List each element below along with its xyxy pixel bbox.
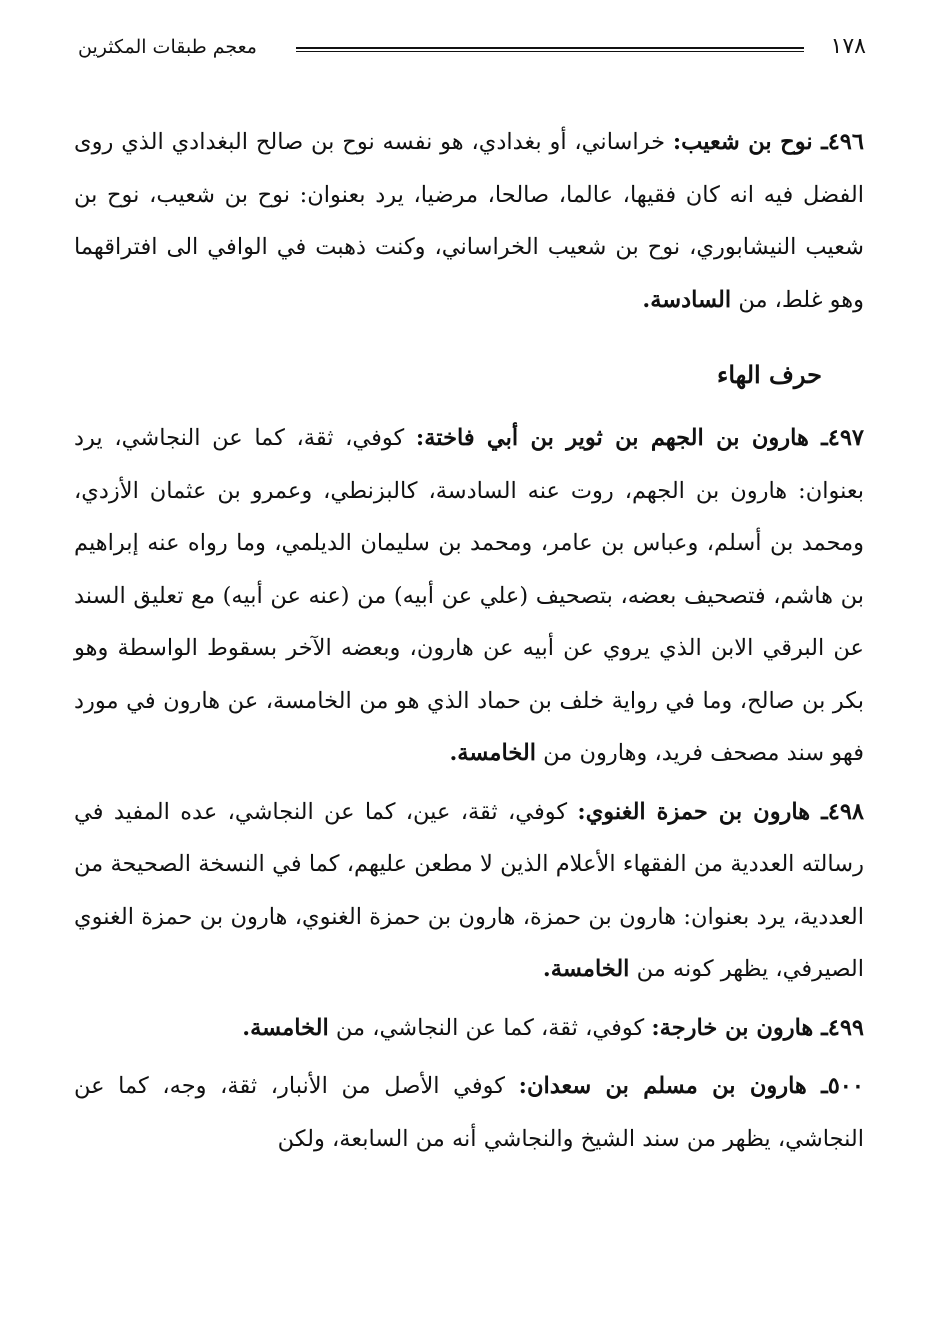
section-heading: حرف الهاء	[717, 360, 822, 389]
entry-500	[74, 1060, 864, 1165]
entry-head: ٤٩٧ـ هارون بن الجهم بن ثوير بن أبي فاختة:	[415, 425, 864, 451]
entry-text: كوفي الأصل من الأنبار، ثقة، وجه، كما عن النجاشي، يظهر من سند الشيخ والنجاشي أنه من السابعة، ولكن	[74, 1073, 864, 1152]
entry-grade: السادسة.	[642, 286, 732, 313]
book-title: معجم طبقات المكثرين	[78, 36, 257, 58]
entry-head: ٤٩٦ـ نوح بن شعيب:	[672, 129, 864, 155]
entry-head: ٥٠٠ـ هارون بن مسلم بن سعدان:	[518, 1073, 864, 1099]
entry-text: كوفي، ثقة، كما عن النجاشي، يرد بعنوان: هارون بن الجهم، روت عنه السادسة، كالبزنطي، وعمرو بن عثمان الأزدي، ومحمد بن أسلم، وعباس بن عامر، ومحمد بن سليمان الديلمي، وما رواه عنه إبراهيم بن هاشم، فتصحيف بعضه، بتصحيف (علي عن أبيه) من (عنه عن أبيه) مع تعليق السند عن البرقي الابن الذي يروي عن أبيه عن هارون، وبعضه الآخر بسقوط الواسطة وهو بكر بن صالح، وما في رواية خلف بن حماد الذي هو من الخامسة، عن هارون في مورد فهو سند مصحف فريد، وهارون من	[74, 425, 864, 766]
entry-496	[74, 116, 864, 326]
entry-grade: الخامسة.	[449, 740, 536, 766]
running-header	[78, 30, 866, 66]
entry-grade: الخامسة.	[242, 1014, 329, 1041]
entry-text: كوفي، ثقة، عين، كما عن النجاشي، عده المفيد في رسالته العددية من الفقهاء الأعلام الذين لا مطعن عليهم، كما في النسخة الصحيحة من العددية، يرد بعنوان: هارون بن حمزة، هارون بن حمزة الغنوي، هارون بن حمزة الغنوي الصيرفي، يظهر كونه من	[74, 798, 864, 982]
page-body	[74, 116, 864, 1165]
header-rule	[296, 47, 804, 49]
entry-head: ٤٩٨ـ هارون بن حمزة الغنوي:	[577, 798, 864, 825]
entry-head: ٤٩٩ـ هارون بن خارجة:	[651, 1014, 864, 1041]
entry-text: كوفي، ثقة، كما عن النجاشي، من	[328, 1014, 652, 1041]
entry-498	[74, 786, 864, 996]
entry-497	[74, 412, 864, 780]
entry-grade: الخامسة.	[542, 956, 630, 982]
page-number: ١٧٨	[830, 34, 866, 59]
entry-text: خراساني، أو بغدادي، هو نفسه نوح بن صالح البغدادي الذي روى الفضل فيه انه كان فقيها، عالما، صالحا، مرضيا، يرد بعنوان: نوح بن شعيب، نوح بن شعيب النيشابوري، نوح بن شعيب الخراساني، وكنت ذهبت في الوافي الى افتراقهما وهو غلط، من	[74, 129, 864, 313]
entry-499	[74, 1002, 864, 1055]
